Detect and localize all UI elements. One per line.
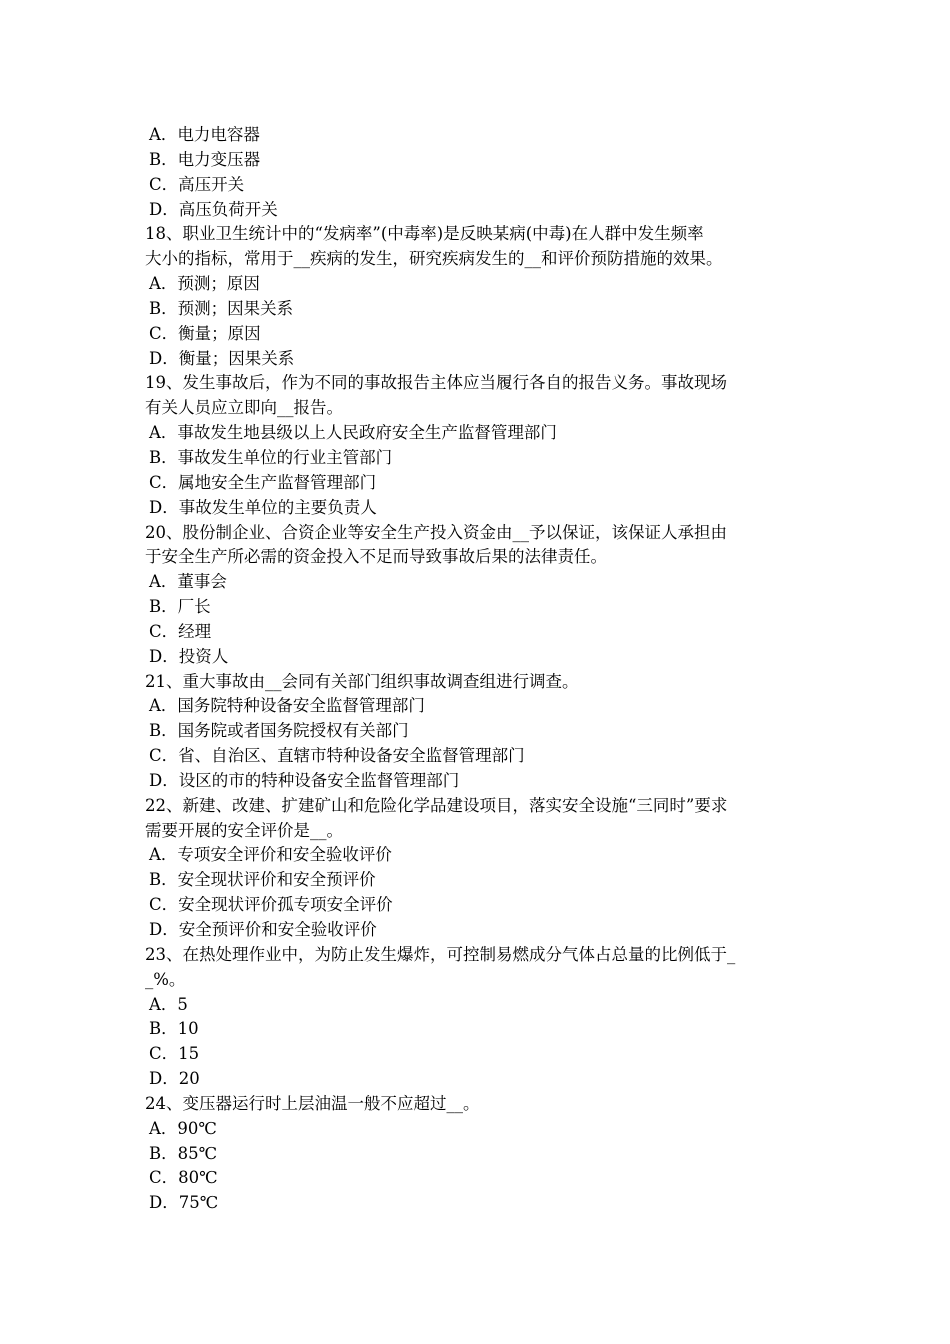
- answer-option: C．经理: [149, 621, 212, 641]
- question-text: 需要开展的安全评价是__。: [145, 820, 343, 840]
- question-text: 23、在热处理作业中，为防止发生爆炸，可控制易燃成分气体占总量的比例低于_: [145, 944, 736, 964]
- answer-option: C．高压开关: [149, 174, 245, 194]
- answer-option: B．安全现状评价和安全预评价: [149, 870, 376, 890]
- answer-option: C．15: [149, 1044, 200, 1064]
- question-text: 有关人员应立即向__报告。: [145, 398, 343, 418]
- answer-option: D．设区的市的特种设备安全监督管理部门: [149, 770, 460, 790]
- question-text: 18、职业卫生统计中的“发病率”(中毒率)是反映某病(中毒)在人群中发生频率: [145, 224, 704, 244]
- answer-option: B．电力变压器: [149, 149, 261, 169]
- answer-option: B．国务院或者国务院授权有关部门: [149, 721, 409, 741]
- document-body: [145, 123, 810, 1216]
- answer-option: A．电力电容器: [149, 125, 260, 144]
- question-text: 19、发生事故后，作为不同的事故报告主体应当履行各自的报告义务。事故现场: [145, 373, 727, 393]
- answer-option: C．80℃: [149, 1168, 218, 1188]
- answer-option: A．专项安全评价和安全验收评价: [149, 845, 392, 865]
- answer-option: B．10: [149, 1019, 199, 1039]
- question-text: 20、股份制企业、合资企业等安全生产投入资金由__予以保证，该保证人承担由: [145, 522, 727, 542]
- question-text: 24、变压器运行时上层油温一般不应超过__。: [145, 1093, 480, 1113]
- question-text: _%。: [145, 969, 186, 989]
- answer-option: C．安全现状评价孤专项安全评价: [149, 895, 393, 915]
- answer-option: D．安全预评价和安全验收评价: [149, 920, 377, 939]
- answer-option: C．衡量；原因: [149, 323, 261, 343]
- answer-option: B．厂长: [149, 597, 211, 617]
- answer-option: D．75℃: [149, 1193, 219, 1213]
- answer-option: B．事故发生单位的行业主管部门: [149, 447, 393, 467]
- answer-option: D．衡量；因果关系: [149, 348, 295, 368]
- answer-option: D．投资人: [149, 646, 229, 666]
- answer-option: D．20: [149, 1069, 200, 1089]
- answer-option: A．5: [149, 994, 188, 1014]
- answer-option: D．高压负荷开关: [149, 199, 278, 219]
- question-text: 大小的指标，常用于__疾病的发生，研究疾病发生的__和评价预防措施的效果。: [145, 249, 723, 269]
- answer-option: B．预测；因果关系: [149, 298, 294, 318]
- question-text: 于安全生产所必需的资金投入不足而导致事故后果的法律责任。: [145, 547, 607, 567]
- answer-option: A．国务院特种设备安全监督管理部门: [149, 696, 425, 716]
- answer-option: D．事故发生单位的主要负责人: [149, 497, 377, 517]
- answer-option: C．省、自治区、直辖市特种设备安全监督管理部门: [149, 746, 525, 766]
- answer-option: B．85℃: [149, 1143, 218, 1163]
- answer-option: A．董事会: [149, 572, 227, 592]
- answer-option: A．预测；原因: [149, 274, 260, 294]
- question-text: 21、重大事故由__会同有关部门组织事故调查组进行调查。: [145, 671, 579, 691]
- answer-option: A．事故发生地县级以上人民政府安全生产监督管理部门: [149, 423, 557, 443]
- question-text: 22、新建、改建、扩建矿山和危险化学品建设项目，落实安全设施“三同时”要求: [145, 795, 728, 815]
- answer-option: C．属地安全生产监督管理部门: [149, 472, 377, 492]
- answer-option: A．90℃: [149, 1118, 217, 1138]
